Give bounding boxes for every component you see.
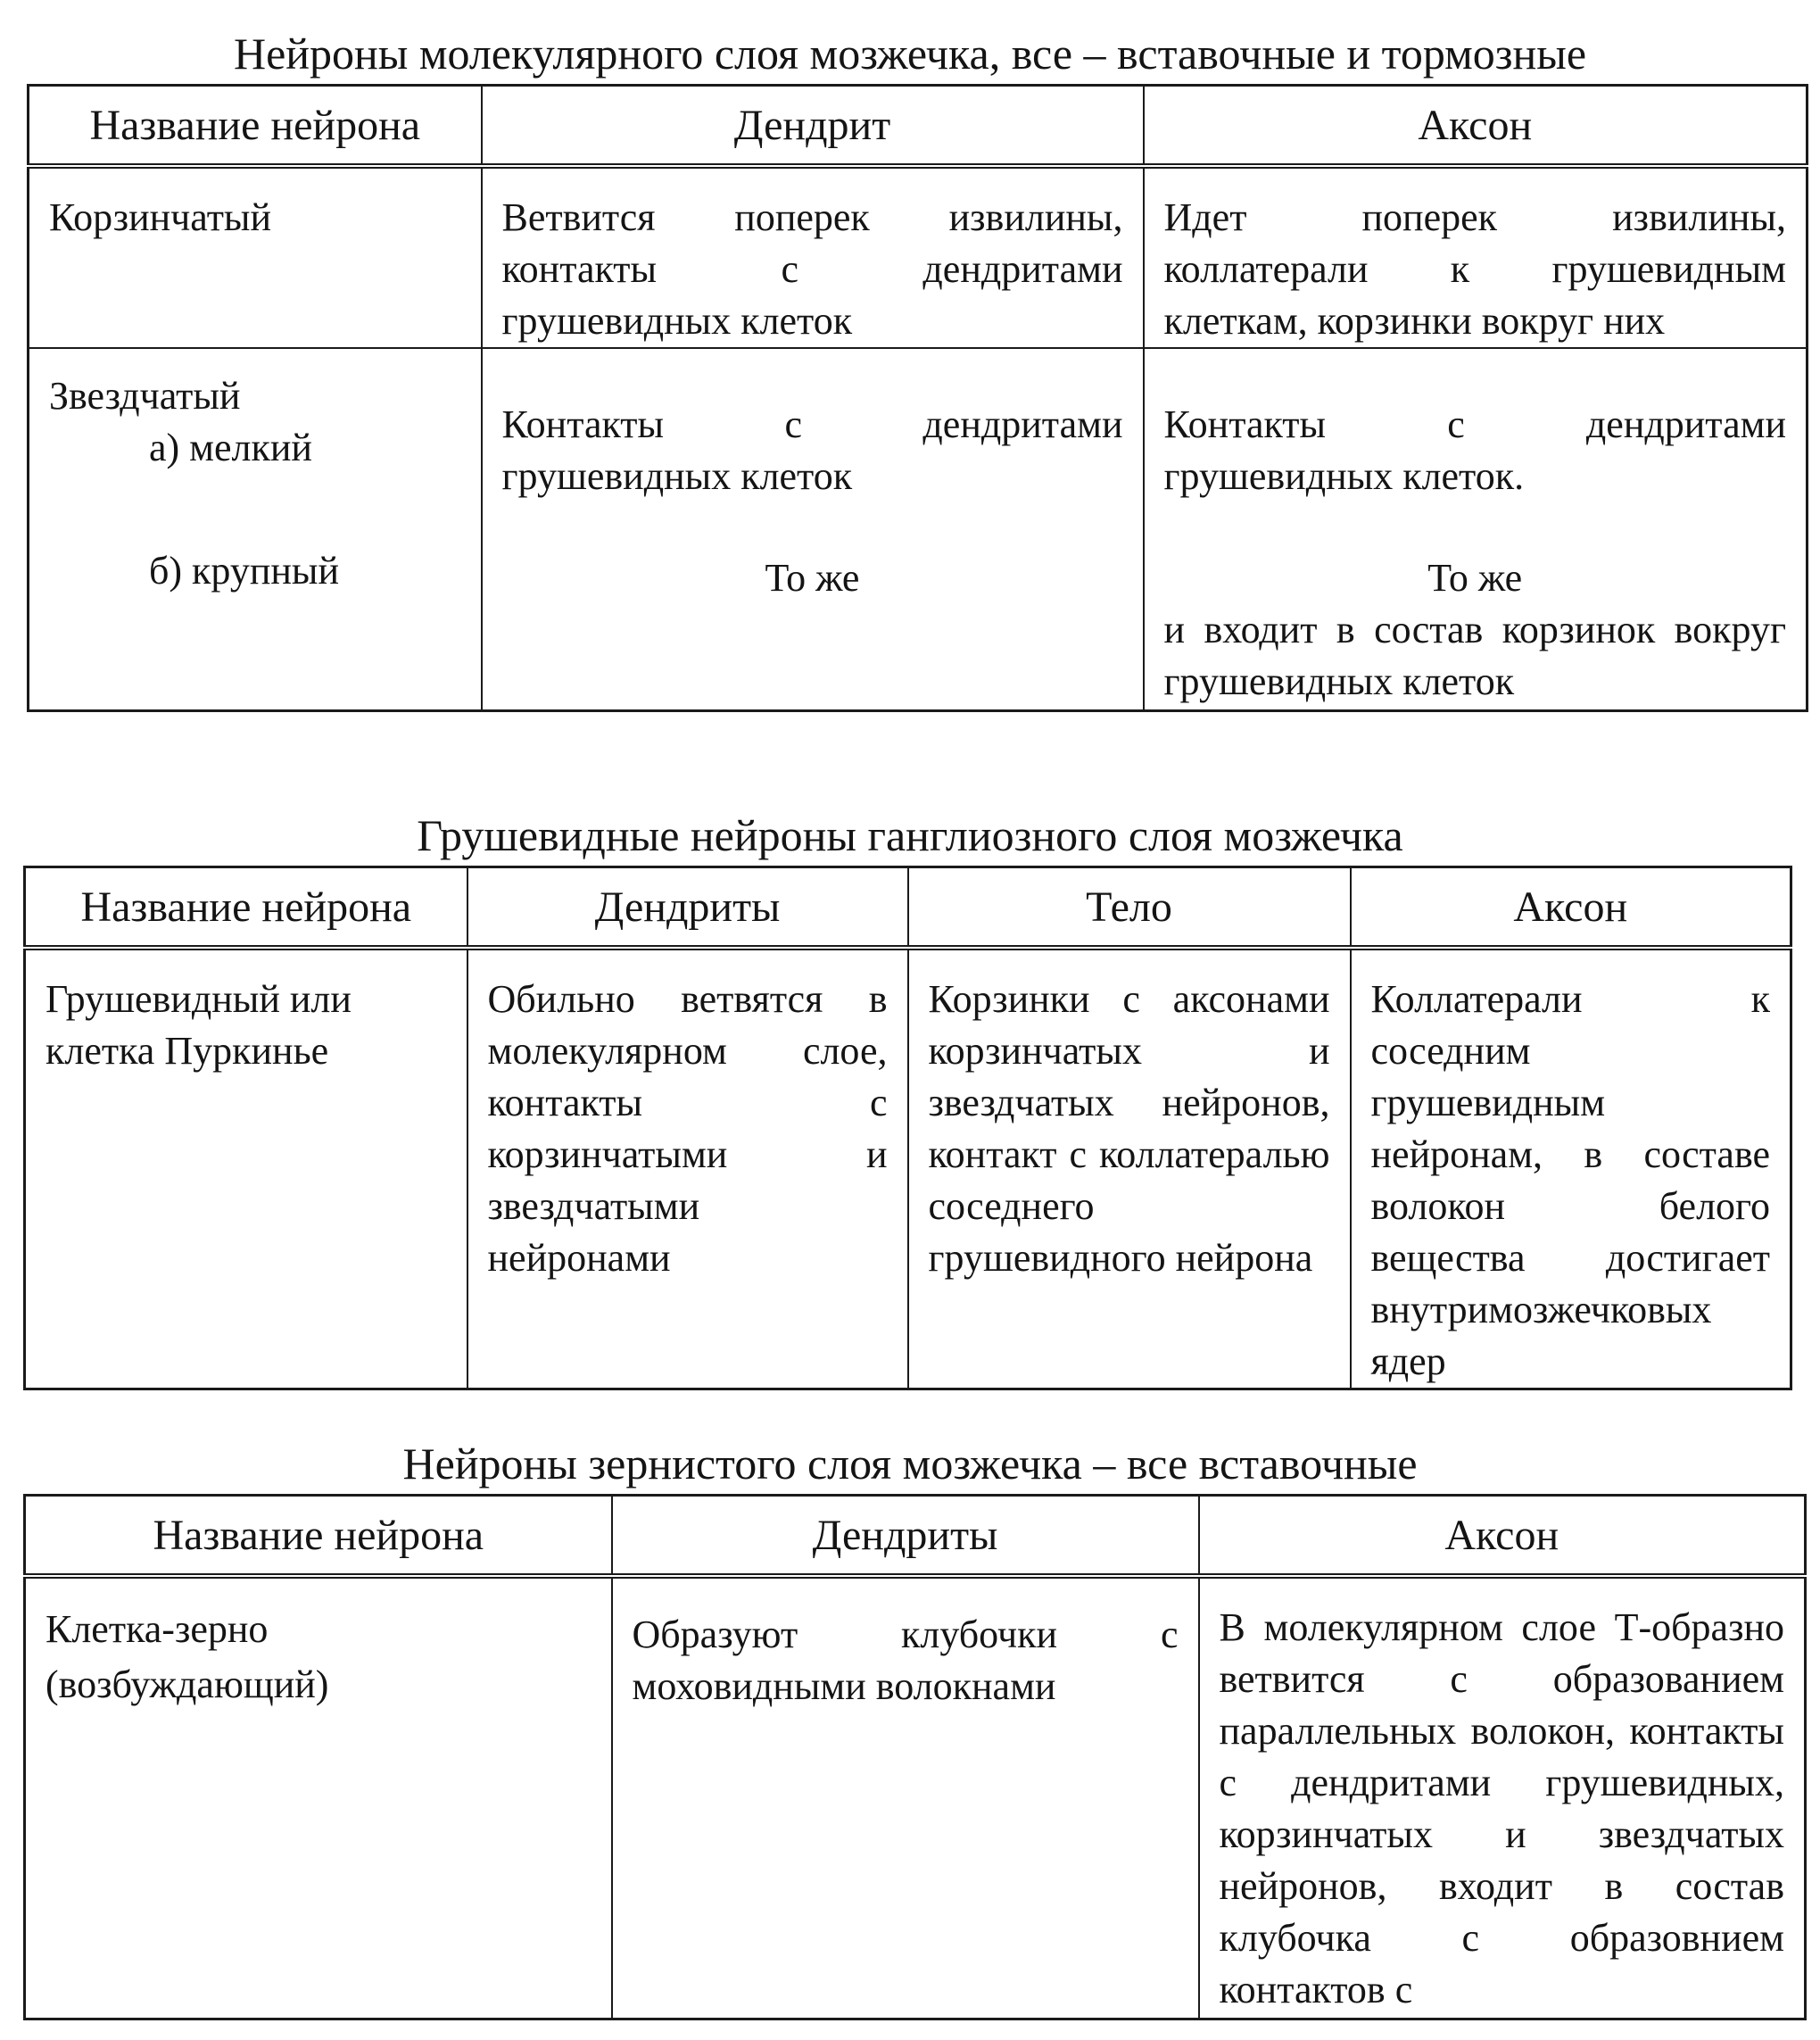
neuron-subtype-a: а) мелкий	[149, 426, 312, 469]
neuron-name: Грушевидный или клетка Пуркинье	[46, 977, 352, 1073]
table2-header-dendrites: Дендриты	[467, 867, 908, 949]
body-description: Корзинки с аксонами корзинчатых и звездчатых нейронов, контакт с коллатералью соседнего грушевидного нейрона	[928, 977, 1330, 1280]
neuron-subtype-b: б) крупный	[149, 549, 340, 593]
dendrites-description: Образуют клубочки с моховидными волокнами	[632, 1613, 1179, 1708]
table3	[23, 1494, 1807, 2020]
table2	[23, 866, 1792, 1390]
axon-description-b: и входит в состав корзинок вокруг грушевидных клеток	[1163, 608, 1786, 703]
table2-caption: Грушевидные нейроны ганглиозного слоя мозжечка	[417, 810, 1403, 860]
table-row	[29, 166, 1808, 348]
table3-caption: Нейроны зернистого слоя мозжечка – все вставочные	[402, 1439, 1418, 1489]
neuron-type: (возбуждающий)	[46, 1663, 329, 1706]
dendrite-description-a: Контакты с дендритами грушевидных клеток	[501, 402, 1123, 498]
table1-header-axon: Аксон	[1144, 86, 1808, 167]
table2-header-name: Название нейрона	[25, 867, 467, 949]
table3-header-row	[25, 1496, 1806, 1577]
dendrite-description-b: То же	[765, 556, 860, 600]
axon-description-a: Контакты с дендритами грушевидных клеток.	[1163, 402, 1786, 498]
neuron-name: Клетка-зерно	[46, 1607, 269, 1651]
table2-header-axon: Аксон	[1351, 867, 1791, 949]
table3-header-dendrites: Дендриты	[612, 1496, 1199, 1577]
table1-header-row	[29, 86, 1808, 167]
axon-description: В молекулярном слое Т-образно ветвится с образованием параллельных волокон, контакты с дендритами грушевидных, корзинчатых и звездчатых нейронов, входит в состав клубочка с образовнием контактов с	[1219, 1605, 1784, 2011]
neuron-name: Звездчатый	[49, 374, 241, 418]
table1-caption: Нейроны молекулярного слоя мозжечка, все – вставочные и тормозные	[233, 29, 1587, 79]
axon-description: Коллатерали к соседним грушевидным нейронам, в составе волокон белого вещества достигает внутримозжечковых ядер	[1370, 977, 1770, 1383]
axon-description-b-same: То же	[1427, 556, 1523, 600]
axon-description: Идет поперек извилины, коллатерали к грушевидным клеткам, корзинки вокруг них	[1163, 195, 1786, 343]
dendrites-description: Обильно ветвятся в молекулярном слое, контакты с корзинчатыми и звездчатыми нейронами	[487, 977, 888, 1280]
table1	[27, 84, 1808, 712]
table-row	[29, 348, 1808, 711]
table3-header-name: Название нейрона	[25, 1496, 612, 1577]
dendrite-description: Ветвится поперек извилины, контакты с дендритами грушевидных клеток	[501, 195, 1123, 343]
table3-header-axon: Аксон	[1199, 1496, 1806, 1577]
table-row	[25, 948, 1791, 1389]
neuron-name: Корзинчатый	[49, 195, 272, 239]
table1-header-dendrite: Дендрит	[482, 86, 1144, 167]
table1-header-name: Название нейрона	[29, 86, 482, 167]
table-row	[25, 1576, 1806, 2019]
table2-header-row	[25, 867, 1791, 949]
table2-header-body: Тело	[908, 867, 1351, 949]
